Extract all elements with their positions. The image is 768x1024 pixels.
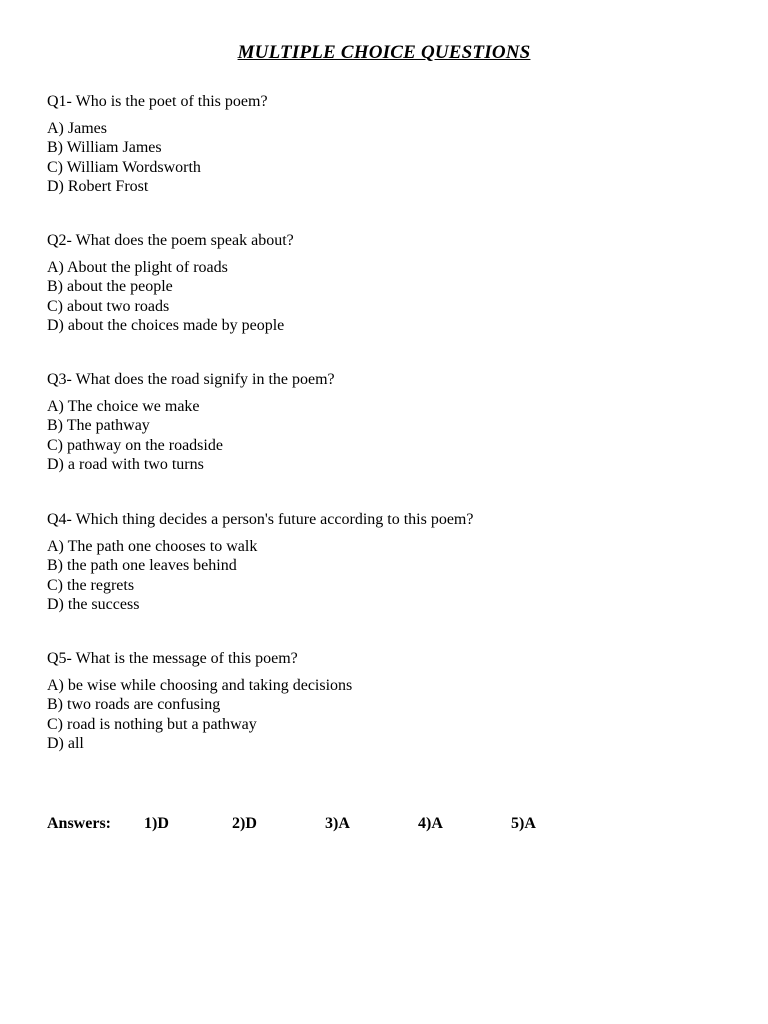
question-text: Q5- What is the message of this poem? [47,650,298,667]
answers-label: Answers: [47,815,111,832]
option-b: B) The pathway [47,417,150,434]
question-text: Q3- What does the road signify in the poem? [47,371,335,388]
question-text: Q1- Who is the poet of this poem? [47,93,268,110]
option-c: C) the regrets [47,576,135,594]
option-b: B) about the people [47,278,173,295]
option-d: D) all [47,735,84,752]
option-c: C) road is nothing but a pathway [47,715,257,733]
option-d: D) Robert Frost [47,178,149,195]
question-2 [47,231,727,336]
options-list [47,537,727,615]
option-a: A) The choice we make [47,397,200,415]
options-list [47,258,727,336]
options-list [47,119,727,197]
answer-key [47,815,647,835]
option-d: D) a road with two turns [47,456,204,473]
answer-3: 3)A [325,815,350,832]
option-b: B) William James [47,139,162,156]
option-b: B) two roads are confusing [47,696,221,713]
answer-2: 2)D [232,815,257,832]
question-text: Q4- Which thing decides a person's future according to this poem? [47,511,474,528]
answer-5: 5)A [511,815,536,832]
option-a: A) be wise while choosing and taking decisions [47,676,353,694]
question-1 [47,92,727,197]
answer-1: 1)D [144,815,169,832]
option-b: B) the path one leaves behind [47,557,237,574]
option-a: A) James [47,119,107,137]
options-list [47,397,727,475]
option-c: C) pathway on the roadside [47,436,223,454]
question-5 [47,649,727,754]
options-list [47,676,727,754]
option-a: A) The path one chooses to walk [47,537,258,555]
question-text: Q2- What does the poem speak about? [47,232,294,249]
option-d: D) the success [47,596,140,613]
option-c: C) William Wordsworth [47,158,201,176]
page-title: MULTIPLE CHOICE QUESTIONS [237,42,531,63]
option-a: A) About the plight of roads [47,258,228,276]
option-c: C) about two roads [47,297,170,315]
question-4 [47,510,727,615]
answer-4: 4)A [418,815,443,832]
question-3 [47,370,727,475]
option-d: D) about the choices made by people [47,317,285,334]
